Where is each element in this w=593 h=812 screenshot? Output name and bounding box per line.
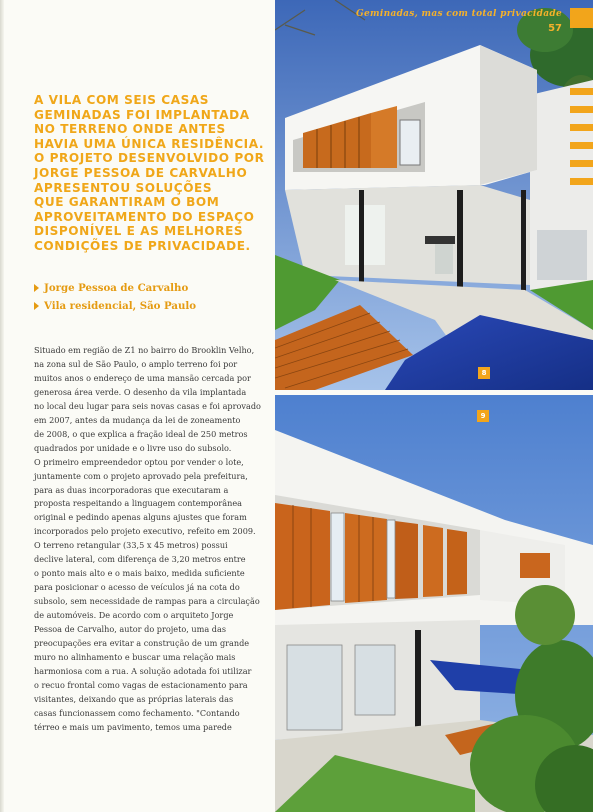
page-edge <box>0 0 4 812</box>
body-line: subsolo, sem necessidade de rampas para a circulação <box>34 596 260 607</box>
triangle-bullet-icon <box>34 302 39 310</box>
body-line: Situado em região de Z1 no bairro do Brooklin Velho, <box>34 345 255 355</box>
pull-quote <box>34 93 270 254</box>
tab-mark <box>570 106 593 113</box>
pull-quote-line: A VILA COM SEIS CASAS <box>34 93 210 107</box>
credits <box>34 279 270 315</box>
body-line: juntamente com o projeto aprovado pela prefeitura, <box>34 470 248 481</box>
triangle-bullet-icon <box>34 284 39 292</box>
tab-mark <box>570 160 593 167</box>
pull-quote-line: HAVIA UMA ÚNICA RESIDÊNCIA. <box>34 136 265 151</box>
body-line: harmoniosa com a rua. A solução adotada foi utilizar <box>34 665 252 676</box>
body-line: muitos anos o endereço de uma mansão cercada por <box>34 372 251 383</box>
article-body <box>34 344 272 735</box>
architect-name: Jorge Pessoa de Carvalho <box>44 282 189 294</box>
body-line: declive lateral, com diferença de 3,20 metros entre <box>34 554 246 565</box>
body-line: térreo e mais um pavimento, temos uma parede <box>34 721 232 732</box>
body-line: casas funcionassem como fechamento. "Contando <box>34 707 240 718</box>
pull-quote-line: NO TERRENO ONDE ANTES <box>34 122 226 137</box>
pull-quote-line: QUE GARANTIRAM O BOM <box>34 195 220 210</box>
body-line: proposta respeitando a linguagem contemporânea <box>34 498 243 509</box>
body-line: de 2008, o que explica a fração ideal de 250 metros <box>34 428 248 439</box>
body-line: O primeiro empreendedor optou por vender o lote, <box>34 456 244 467</box>
pull-quote-line: DISPONÍVEL E AS MELHORES <box>34 224 244 239</box>
credit-architect <box>34 279 270 297</box>
body-line: O terreno retangular (33,5 x 45 metros) possui <box>34 540 228 551</box>
photo-house-exterior <box>275 0 593 390</box>
tab-mark <box>570 124 593 131</box>
pull-quote-line: O PROJETO DESENVOLVIDO POR <box>34 151 265 166</box>
body-line: muro no alinhamento e buscar uma relação mais <box>34 651 236 662</box>
body-line: incorporados pelo projeto executivo, refeito em 2009. <box>34 526 256 537</box>
pull-quote-line: GEMINADAS FOI IMPLANTADA <box>34 107 250 122</box>
body-line: o ponto mais alto e o mais baixo, medida suficiente <box>34 568 245 579</box>
tab-mark <box>570 88 593 95</box>
pull-quote-line: JORGE PESSOA DE CARVALHO <box>34 165 248 180</box>
photo-house-facade <box>275 395 593 812</box>
tab-mark <box>570 142 593 149</box>
body-line: na zona sul de São Paulo, o amplo terreno foi por <box>34 358 238 369</box>
running-title: Geminadas, mas com total privacidade <box>356 9 562 19</box>
project-name: Vila residencial, São Paulo <box>44 300 197 312</box>
body-line: no local deu lugar para seis novas casas e foi aprovado <box>34 400 261 411</box>
body-line: o recuo frontal como vagas de estacionamento para <box>34 679 248 690</box>
body-line: preocupações era evitar a construção de um grande <box>34 638 250 649</box>
tab-mark <box>570 178 593 185</box>
page-number: 57 <box>548 23 562 34</box>
body-line: Pessoa de Carvalho, autor do projeto, uma das <box>34 624 227 635</box>
tab-mark <box>570 8 593 28</box>
body-line: de automóveis. De acordo com o arquiteto Jorge <box>34 610 234 621</box>
body-line: para as duas incorporadoras que executaram a <box>34 484 229 495</box>
house-exterior-illustration <box>275 0 593 390</box>
pull-quote-line: APROVEITAMENTO DO ESPAÇO <box>34 209 255 224</box>
body-line: em 2007, antes da mudança da lei de zoneamento <box>34 414 241 425</box>
body-line: generosa área verde. O desenho da vila implantada <box>34 386 247 397</box>
house-facade-illustration <box>275 395 593 812</box>
body-line: quadrados por unidade e o livre uso do subsolo. <box>34 442 232 453</box>
pull-quote-line: CONDIÇÕES DE PRIVACIDADE. <box>34 238 251 253</box>
body-line: para posicionar o acesso de veículos já na cota do <box>34 582 240 593</box>
body-line: original e pedindo apenas alguns ajustes que foram <box>34 512 247 523</box>
pull-quote-line: APRESENTOU SOLUÇÕES <box>34 180 213 195</box>
photo-number-badge: 9 <box>477 410 489 422</box>
body-line: visitantes, deixando que as próprias laterais das <box>34 693 234 704</box>
photo-number-badge: 8 <box>478 367 490 379</box>
credit-project <box>34 297 270 315</box>
